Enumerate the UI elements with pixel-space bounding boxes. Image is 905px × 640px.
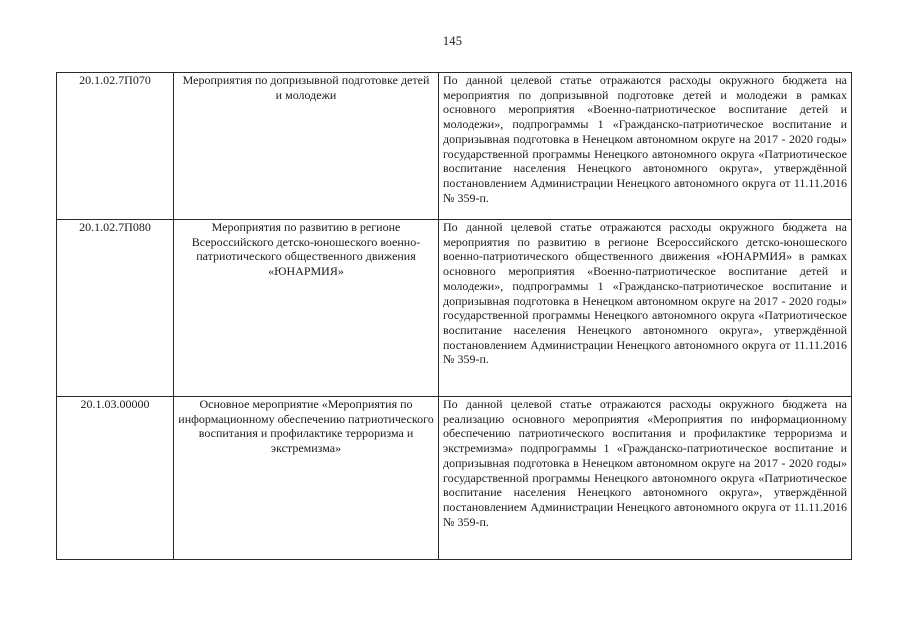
table-row bbox=[57, 220, 852, 397]
target-article-code: 20.1.02.7П070 bbox=[57, 73, 174, 220]
budget-classification-table bbox=[56, 72, 852, 560]
target-article-name: Мероприятия по допризывной подготовке детей и молодежи bbox=[174, 73, 439, 220]
target-article-code: 20.1.03.00000 bbox=[57, 397, 174, 560]
table-row bbox=[57, 397, 852, 560]
table-row bbox=[57, 73, 852, 220]
target-article-name: Мероприятия по развитию в регионе Всероссийского детско-юношеского военно-патриотического общественного движения «ЮНАРМИЯ» bbox=[174, 220, 439, 397]
target-article-name: Основное мероприятие «Мероприятия по информационному обеспечению патриотического воспитания и профилактике терроризма и экстремизма» bbox=[174, 397, 439, 560]
target-article-description: По данной целевой статье отражаются расходы окружного бюджета на мероприятия по допризывной подготовке детей и молодежи в рамках основного мероприятия «Военно-патриотическое воспитание детей и молодежи», подпрограммы 1 «Гражданско-патриотическое воспитание и допризывная подготовка в Ненецком автономном округе на 2017 - 2020 годы» государственной программы Ненецкого автономного округа «Патриотическое воспитание населения Ненецкого автономного округа», утверждённой постановлением Администрации Ненецкого автономного округа от 11.11.2016 № 359-п. bbox=[439, 73, 852, 220]
target-article-code: 20.1.02.7П080 bbox=[57, 220, 174, 397]
target-article-description: По данной целевой статье отражаются расходы окружного бюджета на мероприятия по развитию в регионе Всероссийского детско-юношеского военно-патриотического общественного движения «ЮНАРМИЯ» в рамках основного мероприятия «Военно-патриотическое воспитание детей и молодежи», подпрограммы 1 «Гражданско-патриотическое воспитание и допризывная подготовка в Ненецком автономном округе на 2017 - 2020 годы» государственной программы Ненецкого автономного округа «Патриотическое воспитание населения Ненецкого автономного округа», утверждённой постановлением Администрации Ненецкого автономного округа от 11.11.2016 № 359-п. bbox=[439, 220, 852, 397]
page-number: 145 bbox=[442, 34, 463, 48]
target-article-description: По данной целевой статье отражаются расходы окружного бюджета на реализацию основного мероприятия «Мероприятия по информационному обеспечению патриотического воспитания и профилактике терроризма и экстремизма» подпрограммы 1 «Гражданско-патриотическое воспитание и допризывная подготовка в Ненецком автономном округе на 2017 - 2020 годы» государственной программы Ненецкого автономного округа «Патриотическое воспитание населения Ненецкого автономного округа», утверждённой постановлением Администрации Ненецкого автономного округа от 11.11.2016 № 359-п. bbox=[439, 397, 852, 560]
